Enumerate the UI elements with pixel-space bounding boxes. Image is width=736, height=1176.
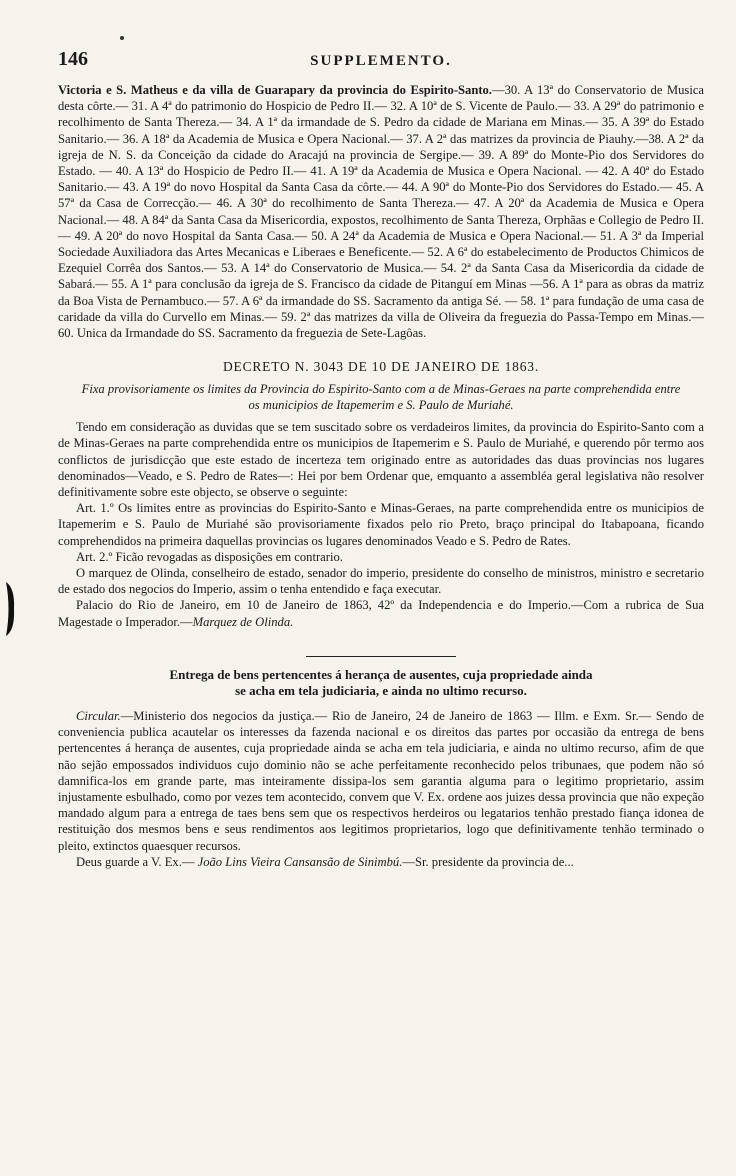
circular-body: —Ministerio dos negocios da justiça.— Rio de Janeiro, 24 de Janeiro de 1863 — Illm. e Exm. Sr.— Sendo de conveniencia publica acautelar os interesses da fazenda nacional e os direitos das partes por occasião da entrega de bens pertencentes á herança de ausentes, cuja propriedade ainda se acha em tela judiciaria, e ainda no ultimo recurso, afim de que não sejão empossados individuos cujo dominio não se ache perfeitamente reconhecido pelos tribunaes, que podem não só damnifica-los em grande parte, mas inteiramente dissipa-los sem garantia alguma para o legitimo proprietario, assim injustamente esbulhado, como por vezes tem acontecido, convem que V. Ex. ordene aos juizes dessa provincia que não expeção mandado algum para a entrega de taes bens sem que os respectivos herdeiros ou legatarios tenhão prestado fiança idonea de restituição dos mesmos bens e seus rendimentos aos legitimos proprietarios, logo que definitivamente tenhão terminado o pleito, extinctos quaesquer recursos. bbox=[58, 708, 704, 853]
list-paragraph bbox=[58, 82, 704, 341]
circular-closing-paragraph bbox=[58, 854, 704, 870]
section-divider bbox=[306, 656, 456, 657]
list-lead-text: Victoria e S. Matheus e da villa de Guarapary da provincia do Espirito-Santo. bbox=[58, 83, 492, 97]
circular-label: Circular. bbox=[76, 708, 121, 723]
decree-closing: Palacio do Rio de Janeiro, em 10 de Janeiro de 1863, 42º da Independencia e do Imperio.—Com a rubrica de Sua Magestade o Imperador.— bbox=[58, 598, 704, 629]
margin-bracket-mark bbox=[4, 580, 16, 638]
decree-summary: Fixa provisoriamente os limites da Provincia do Espirito-Santo com a de Minas-Geraes na parte comprehendida entre os municipios de Itapemerim e S. Paulo de Muriahé. bbox=[81, 382, 681, 413]
page-number: 146 bbox=[58, 48, 88, 70]
page-header bbox=[58, 48, 704, 82]
circular-title-line-2: se acha em tela judiciaria, e ainda no ultimo recurso. bbox=[235, 683, 527, 699]
decree-article-1: Art. 1.º Os limites entre as provincias do Espirito-Santo e Minas-Geraes, na parte comprehendida entre os municipios de Itapemerim e S. Paulo de Muriahé são provisoriamente fixados pelo rio Preto, braço principal do Itabapoana, ficando comprehendidos na primeira daquellas provincias os lugares denominados Veado e S. Pedro de Rates. bbox=[58, 501, 704, 548]
decree-enactment: O marquez de Olinda, conselheiro de estado, senador do imperio, presidente do conselho de ministros, ministro e secretario de estado dos negocios do Imperio, assim o tenha entendido e faça executar. bbox=[58, 566, 704, 597]
circular-title bbox=[58, 667, 704, 700]
circular-body-paragraph bbox=[58, 708, 704, 854]
list-body-text: —30. A 13ª do Conservatorio de Musica desta côrte.— 31. A 4ª do patrimonio do Hospicio de Pedro II.— 32. A 10ª de S. Vicente de Paulo.— 33. A 29ª do patrimonio e recolhimento de Santa Thereza.— 34. A 1ª da irmandade de S. Pedro da cidade de Mariana em Minas.— 35. A 39ª do Estado Sanitario.— 36. A 18ª da Academia de Musica e Opera Nacional.— 37. A 2ª das matrizes da provincia de Piauhy.—38. A 2ª da igreja de N. S. da Conceição da cidade do Aracajú na provincia de Sergipe.— 39. A 89ª do Monte-Pio dos Servidores do Estado. — 40. A 13ª do Hospicio de Pedro II.— 41. A 19ª da Academia de Musica e Opera Nacional. — 42. A 40ª do Estado Sanitario.— 43. A 19ª do novo Hospital da Santa Casa da côrte.— 44. A 90ª do Monte-Pio dos Servidores do Estado.— 45. A 57ª da Casa de Correcção.— 46. A 30ª do recolhimento de Santa Thereza.— 47. A 20ª da Academia de Musica e Opera Nacional.— 48. A 84ª da Santa Casa da Misericordia, expostos, recolhimento de Santa Thereza, Orphãas e Collegio de Pedro II.— 49. A 20ª do novo Hospital da Santa Casa.— 50. A 24ª da Academia de Musica e Opera Nacional.— 51. A 3ª da Imperial Sociedade Auxiliadora das Artes Mecanicas e Liberaes e Beneficente.— 52. A 6ª do estabelecimento de Productos Chimicos de Ezequiel Corrêa dos Santos.— 53. A 14ª do Conservatorio de Musica.— 54. 2ª da Santa Casa da Misericordia da cidade de Sabará.— 55. A 1ª para conclusão da igreja de S. Francisco da cidade de Pitanguí em Minas —56. A 1ª para as obras da matriz da Boa Vista de Pernambuco.— 57. A 6ª da irmandade do SS. Sacramento da antiga Sé. — 58. 1ª para fundação de uma casa de caridade da villa do Curvello em Minas.— 59. 2ª das matrizes da villa de Oliveira da freguezia do Passa-Tempo em Minas.— 60. Unica da Irmandade do SS. Sacramento da freguezia de Sete-Lagôas. bbox=[58, 83, 704, 341]
decree-title: DECRETO N. 3043 DE 10 DE JANEIRO DE 1863. bbox=[222, 359, 540, 375]
document-page bbox=[58, 48, 704, 870]
ink-speck bbox=[120, 36, 124, 40]
decree-preamble: Tendo em consideração as duvidas que se tem suscitado sobre os verdadeiros limites, da provincia do Espirito-Santo com a de Minas-Geraes na parte comprehendida entre os municipios de Itapemerim e S. Paulo de Muriahé, e querendo pôr termo aos conflictos de jurisdicção que este estado de incerteza tem originado entre as autoridades das duas provincias nos lugares denominados—Veado, e S. Pedro de Rates—: Hei por bem Ordenar que, emquanto a assembléa geral legislativa não resolver definitivamente sobre este objecto, se observe o seguinte: bbox=[58, 420, 704, 500]
circular-addressee: —Sr. presidente da provincia de... bbox=[402, 854, 574, 869]
decree-closing-paragraph bbox=[58, 597, 704, 629]
decree-article-2: Art. 2.º Ficão revogadas as disposições em contrario. bbox=[76, 549, 343, 564]
circular-title-line-1: Entrega de bens pertencentes á herança de ausentes, cuja propriedade ainda bbox=[169, 666, 593, 682]
circular-signature: João Lins Vieira Cansansão de Sinimbú. bbox=[197, 854, 403, 869]
circular-closing-lead: Deus guarde a V. Ex.— bbox=[76, 854, 195, 869]
running-title: SUPPLEMENTO. bbox=[310, 53, 452, 69]
decree-signature: Marquez de Olinda. bbox=[192, 614, 294, 629]
